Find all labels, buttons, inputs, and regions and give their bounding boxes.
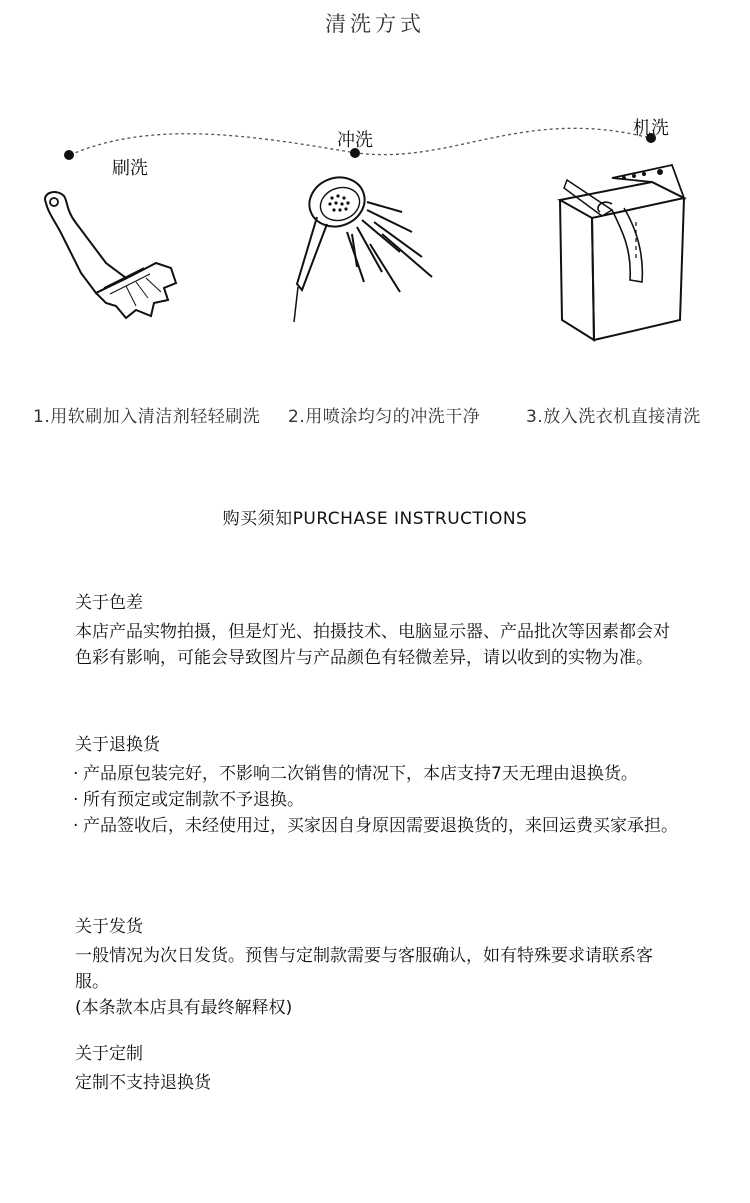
brush-icon xyxy=(36,188,186,323)
custom-heading: 关于定制 xyxy=(75,1044,143,1064)
returns-item-text: 产品签收后，未经使用过，买家因自身原因需要退换货的，来回运费买家承担。 xyxy=(83,816,678,836)
returns-item xyxy=(75,787,685,813)
returns-item xyxy=(75,761,685,787)
caption-rinse: 2.用喷涂均匀的冲洗干净 xyxy=(288,407,481,427)
caption-machine: 3.放入洗衣机直接清洗 xyxy=(526,407,701,427)
step-label-brush: 刷洗 xyxy=(112,158,148,179)
purchase-title: 购买须知PURCHASE INSTRUCTIONS xyxy=(222,509,528,529)
shipping-note: (本条款本店具有最终解释权) xyxy=(75,998,293,1018)
custom-section xyxy=(75,1041,685,1096)
color-diff-heading: 关于色差 xyxy=(75,593,143,613)
returns-item xyxy=(75,813,685,839)
returns-section xyxy=(75,732,685,839)
custom-body: 定制不支持退换货 xyxy=(75,1073,211,1093)
returns-heading: 关于退换货 xyxy=(75,735,160,755)
returns-item-text: 产品原包装完好，不影响二次销售的情况下，本店支持7天无理由退换货。 xyxy=(83,764,638,784)
step-dot-1 xyxy=(64,150,74,160)
caption-brush: 1.用软刷加入清洁剂轻轻刷洗 xyxy=(33,407,261,427)
washing-machine-icon xyxy=(552,160,690,345)
shipping-section xyxy=(75,914,685,1021)
color-diff-section xyxy=(75,590,685,671)
bullet-dot: · xyxy=(73,816,79,836)
color-diff-body: 本店产品实物拍摄，但是灯光、拍摄技术、电脑显示器、产品批次等因素都会对色彩有影响，可能会导致图片与产品颜色有轻微差异，请以收到的实物为准。 xyxy=(75,622,670,668)
returns-item-text: 所有预定或定制款不予退换。 xyxy=(83,790,304,810)
bullet-dot: · xyxy=(73,790,79,810)
washing-title: 清洗方式 xyxy=(325,12,425,36)
bullet-dot: · xyxy=(73,764,79,784)
shipping-body: 一般情况为次日发货。预售与定制款需要与客服确认，如有特殊要求请联系客服。 xyxy=(75,946,653,992)
shipping-heading: 关于发货 xyxy=(75,917,143,937)
step-label-machine: 机洗 xyxy=(633,118,669,139)
step-label-rinse: 冲洗 xyxy=(337,130,373,151)
shower-head-icon xyxy=(282,172,457,337)
